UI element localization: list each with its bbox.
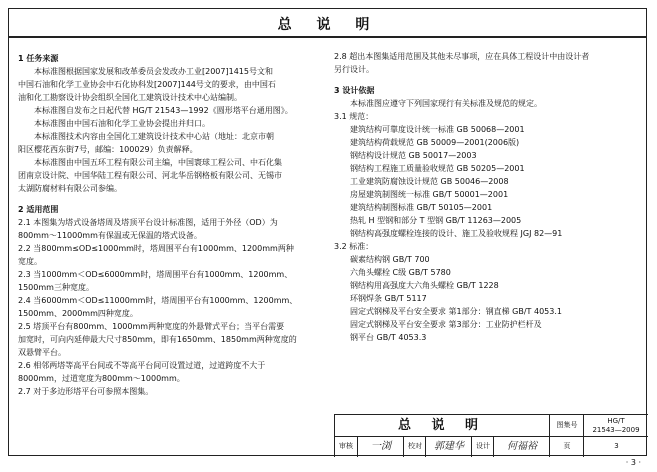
text-line: 房屋建筑制图统一标准 GB/T 50001—2001 (350, 190, 509, 199)
text-line: 钢结构设计规范 GB 50017—2003 (350, 151, 477, 160)
atlas-number-line2: 21543—2009 (592, 426, 640, 434)
text-line: 太湖防腐材料有限公司参编。 (18, 184, 122, 193)
design-label: 设计 (471, 436, 494, 457)
text-line: 阳区樱花西东街7号，邮编：100029）负责解释。 (18, 145, 198, 154)
text-line: 800mm～11000mm有保温或无保温的塔式设备。 (18, 231, 202, 240)
text-line: 钢结构用高强度大六角头螺栓 GB/T 1228 (350, 281, 499, 290)
text-line: 3.1 规范： (334, 112, 374, 121)
text-line: 2.2 当800mm≤OD≤1000mm时，塔周围平台有1000mm、1200mm两种 (18, 244, 294, 253)
atlas-number-label: 图集号 (549, 415, 584, 436)
text-line: 加宽时，可向内延伸最大尺寸850mm，即有1650mm、1850mm两种宽度的 (18, 335, 297, 344)
text-line: 团南京设计院、中国华陆工程有限公司、河北华岳钢格板有限公司、无锡市 (18, 171, 282, 180)
text-line: 油和化工勘察设计协会组织全国化工建筑设计技术中心站编制。 (18, 93, 242, 102)
title-block-title: 总 说 明 (397, 418, 487, 433)
text-line: 2.7 对于多边形塔平台可参照本图集。 (18, 387, 154, 396)
section-heading: 2 适用范围 (18, 205, 59, 214)
text-line: 2.6 相邻两塔等高平台间或不等高平台间可设置过道，过道跨度不大于 (18, 361, 266, 370)
text-line: 本标准图根据国家发展和改革委员会发改办工业[2007]1415号文和 (34, 67, 273, 76)
spacer (334, 76, 634, 82)
title-rule (8, 36, 647, 38)
proofread-label: 校对 (403, 436, 426, 457)
page-number: · 3 · (625, 458, 641, 467)
proofread-signature: 郭建华 (425, 436, 472, 457)
text-line: 双悬臂平台。 (18, 348, 66, 357)
page-label: 页 (549, 436, 584, 457)
page-title: 总 说 明 (277, 17, 380, 33)
text-line: 固定式钢梯及平台安全要求 第1部分：钢直梯 GB/T 4053.1 (350, 307, 562, 316)
design-signature: 何福裕 (493, 436, 550, 457)
atlas-number-value (583, 415, 648, 436)
right-column (334, 50, 634, 344)
text-line: 本标准图应遵守下列国家现行有关标准及规范的规定。 (350, 99, 542, 108)
text-line: 2.4 当6000mm＜OD≤11000mm时，塔周围平台有1000mm、1200mm、 (18, 296, 298, 305)
text-line: 2.8 超出本图集适用范围及其他未尽事项，应在具体工程设计中由设计者 (334, 52, 590, 61)
title-block-row-bottom (335, 436, 648, 457)
text-line: 六角头螺栓 C级 GB/T 5780 (350, 268, 451, 277)
text-line: 环钢焊条 GB/T 5117 (350, 294, 427, 303)
review-label: 审核 (339, 442, 353, 450)
text-line: 1500mm三种宽度。 (18, 283, 94, 292)
text-line: 1500mm、2000mm四种宽度。 (18, 309, 138, 318)
text-line: 钢结构高强度螺栓连接的设计、施工及验收规程 JGJ 82—91 (350, 229, 563, 238)
text-line: 碳素结构钢 GB/T 700 (350, 255, 430, 264)
text-line: 2.5 塔顶平台有800mm、1000mm两种宽度的外悬臂式平台；当平台需要 (18, 322, 285, 331)
text-line: 钢平台 GB/T 4053.3 (350, 333, 427, 342)
text-line: 本标准图自发布之日起代替 HG/T 21543—1992《圆形塔平台通用图》。 (34, 106, 293, 115)
title-block-row-top (335, 415, 648, 437)
text-line: 本标准图由中国石油和化学工业协会提出并归口。 (34, 119, 210, 128)
text-line: 本标准图由中国五环工程有限公司主编，中国寰球工程公司、中石化集 (34, 158, 282, 167)
page-value: 3 (583, 436, 649, 457)
text-line: 钢结构工程施工质量验收规范 GB 50205—2001 (350, 164, 525, 173)
text-line: 另行设计。 (334, 65, 374, 74)
text-line: 中国石油和化学工业协会中石化协科发[2007]144号文的要求，由中国石 (18, 80, 276, 89)
atlas-number-line1: HG/T (607, 417, 625, 425)
review-signature: 一浏 (357, 436, 404, 457)
text-line: 宽度。 (18, 257, 42, 266)
text-line: 热轧 H 型钢和部分 T 型钢 GB/T 11263—2005 (350, 216, 522, 225)
text-line: 建筑结构可靠度设计统一标准 GB 50068—2001 (350, 125, 525, 134)
text-line: 2.3 当1000mm＜OD≤6000mm时，塔周围平台有1000mm、1200mm、 (18, 270, 293, 279)
section-heading: 3 设计依据 (334, 86, 375, 95)
left-column (18, 50, 320, 398)
text-line: 3.2 标准： (334, 242, 374, 251)
text-line: 2.1 本图集为塔式设备塔周及塔顶平台设计标准图，适用于外径（OD）为 (18, 218, 278, 227)
text-line: 8000mm，过道宽度为800mm～1000mm。 (18, 374, 185, 383)
section-heading: 1 任务来源 (18, 54, 59, 63)
title-block (334, 414, 648, 457)
spacer (18, 195, 320, 201)
text-line: 建筑结构制图标准 GB/T 50105—2001 (350, 203, 493, 212)
text-line: 固定式钢梯及平台安全要求 第3部分：工业防护栏杆及 (350, 320, 542, 329)
text-line: 本标准图技术内容由全国化工建筑设计技术中心站（地址：北京市朝 (34, 132, 274, 141)
text-line: 建筑结构荷载规范 GB 50009—2001(2006版) (350, 138, 520, 147)
text-line: 工业建筑防腐蚀设计规范 GB 50046—2008 (350, 177, 509, 186)
